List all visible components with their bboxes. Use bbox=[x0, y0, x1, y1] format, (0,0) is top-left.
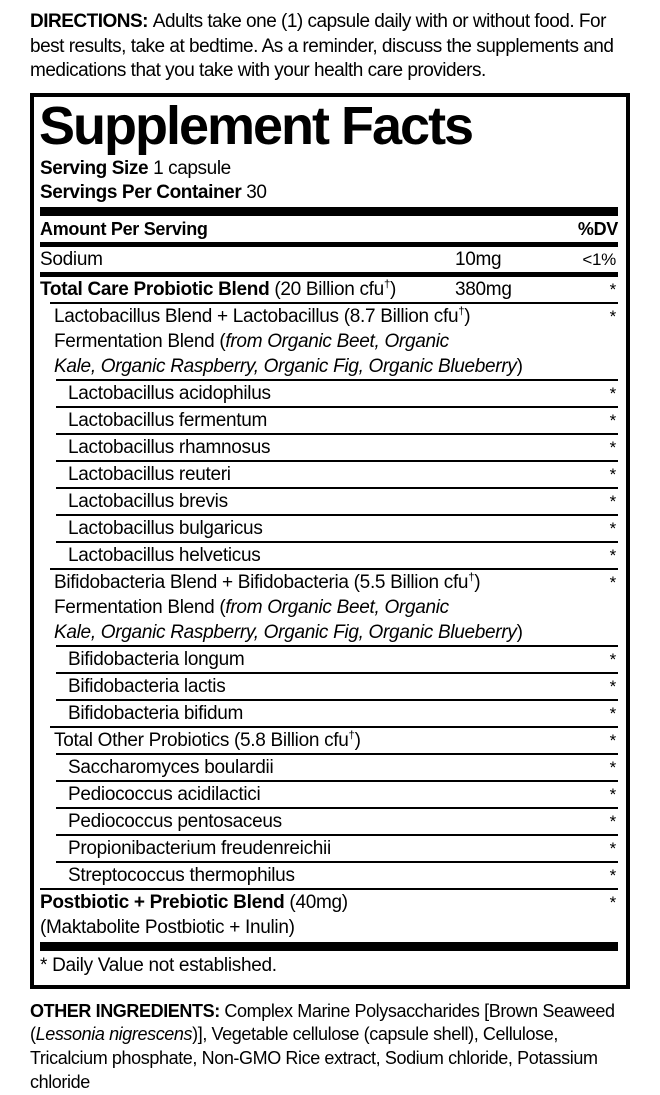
ingredient-name bbox=[56, 516, 618, 541]
dv-value: * bbox=[609, 784, 616, 804]
dv-value: <1% bbox=[582, 249, 616, 269]
ingredient-name bbox=[56, 674, 618, 699]
directions-label: DIRECTIONS: bbox=[30, 11, 153, 32]
text-segment: Bifidobacteria longum bbox=[68, 648, 245, 670]
text-segment: Lactobacillus helveticus bbox=[68, 544, 261, 566]
ingredient-continuation-line bbox=[50, 354, 618, 379]
ingredient-row bbox=[56, 672, 618, 699]
dv-value: * bbox=[609, 491, 616, 511]
text-segment: Lactobacillus fermentum bbox=[68, 409, 268, 431]
text-segment: Propionibacterium freudenreichii bbox=[68, 837, 331, 859]
directions-paragraph bbox=[30, 10, 630, 84]
ingredient-row bbox=[50, 568, 618, 645]
supplement-facts-panel bbox=[30, 93, 630, 988]
ingredient-row bbox=[56, 487, 618, 514]
amount-value: 380mg bbox=[455, 278, 512, 300]
ingredient-name bbox=[56, 489, 618, 514]
serving-size-value: 1 capsule bbox=[153, 158, 231, 180]
ingredient-name bbox=[56, 647, 618, 672]
text-segment: Fermentation Blend ( bbox=[54, 596, 226, 618]
dv-value: * bbox=[609, 838, 616, 858]
text-segment: Bifidobacteria bifidum bbox=[68, 702, 244, 724]
ingredient-name bbox=[56, 408, 618, 433]
serving-size-line bbox=[40, 157, 618, 180]
ingredient-name bbox=[56, 863, 618, 888]
text-segment: Lactobacillus bulgaricus bbox=[68, 517, 263, 539]
text-segment: Lactobacillus reuteri bbox=[68, 463, 231, 485]
text-segment: Pediococcus acidilactici bbox=[68, 783, 261, 805]
text-segment: from Organic Beet, Organic bbox=[225, 330, 449, 352]
dv-value: * bbox=[609, 437, 616, 457]
dv-value: * bbox=[609, 410, 616, 430]
ingredient-name bbox=[56, 782, 618, 807]
text-segment: Total Other Probiotics (5.8 Billion cfu†) bbox=[54, 729, 361, 751]
amount-per-serving-label: Amount Per Serving bbox=[40, 218, 208, 239]
dv-value: * bbox=[609, 811, 616, 831]
text-segment: Kale, Organic Raspberry, Organic Fig, Organic Blueberry bbox=[54, 621, 517, 643]
ingredient-name bbox=[56, 381, 618, 406]
ingredient-continuation-line bbox=[50, 329, 618, 354]
ingredient-continuation-line bbox=[50, 595, 618, 620]
ingredient-row bbox=[56, 406, 618, 433]
text-segment: Fermentation Blend ( bbox=[54, 330, 226, 352]
text-segment: from Organic Beet, Organic bbox=[225, 596, 449, 618]
text-segment: Lactobacillus brevis bbox=[68, 490, 228, 512]
text-segment: Complex Marine Polysaccharides [Brown Seaweed ( bbox=[30, 1000, 615, 1045]
ingredient-name bbox=[50, 728, 618, 753]
ingredient-row bbox=[56, 433, 618, 460]
ingredient-row bbox=[50, 726, 618, 753]
text-segment: Bifidobacteria Blend + Bifidobacteria (5.5 Billion cfu†) bbox=[54, 571, 481, 593]
other-ingredients-paragraph bbox=[30, 1000, 632, 1095]
dv-value: * bbox=[609, 892, 616, 912]
text-segment: ) bbox=[516, 621, 523, 643]
dv-value: * bbox=[609, 676, 616, 696]
text-segment: Total Care Probiotic Blend bbox=[40, 278, 270, 300]
ingredient-row bbox=[56, 645, 618, 672]
text-segment: Lessonia nigrescens bbox=[35, 1024, 193, 1045]
text-segment: (40mg) bbox=[284, 891, 348, 913]
dv-value: * bbox=[609, 383, 616, 403]
ingredient-name bbox=[56, 836, 618, 861]
ingredient-name bbox=[56, 435, 618, 460]
divider-thick-bottom bbox=[40, 942, 618, 951]
dv-footnote: * Daily Value not established. bbox=[40, 954, 277, 976]
ingredient-row bbox=[40, 242, 618, 272]
text-segment: Lactobacillus rhamnosus bbox=[68, 436, 271, 458]
ingredient-row bbox=[56, 834, 618, 861]
panel-rows bbox=[40, 242, 618, 940]
ingredient-row bbox=[56, 460, 618, 487]
text-segment: Streptococcus thermophilus bbox=[68, 864, 295, 886]
text-segment: (Maktabolite Postbiotic + Inulin) bbox=[40, 916, 295, 938]
dagger-mark: † bbox=[383, 278, 390, 291]
dv-value: * bbox=[609, 730, 616, 750]
text-segment: Sodium bbox=[40, 248, 103, 270]
servings-per-container-line bbox=[40, 181, 618, 204]
ingredient-name bbox=[56, 809, 618, 834]
dv-value: * bbox=[609, 649, 616, 669]
dv-value: * bbox=[609, 279, 616, 299]
dagger-mark: † bbox=[458, 305, 465, 318]
ingredient-row bbox=[56, 780, 618, 807]
dv-value: * bbox=[609, 703, 616, 723]
ingredient-continuation-line bbox=[50, 620, 618, 645]
ingredient-row bbox=[40, 888, 618, 940]
ingredient-name bbox=[50, 304, 618, 329]
text-segment: Bifidobacteria lactis bbox=[68, 675, 226, 697]
dv-value: * bbox=[609, 464, 616, 484]
dv-header-label: %DV bbox=[577, 218, 618, 239]
servings-per-container-label: Servings Per Container bbox=[40, 181, 247, 203]
serving-size-label: Serving Size bbox=[40, 158, 154, 180]
text-segment: Lactobacillus acidophilus bbox=[68, 382, 271, 404]
ingredient-continuation-line bbox=[40, 915, 618, 940]
dagger-mark: † bbox=[468, 571, 475, 584]
dv-value: * bbox=[609, 865, 616, 885]
ingredient-name bbox=[50, 570, 618, 595]
dv-value: * bbox=[609, 757, 616, 777]
ingredient-row bbox=[56, 807, 618, 834]
panel-title: Supplement Facts bbox=[39, 96, 473, 157]
ingredient-name bbox=[56, 701, 618, 726]
text-segment: Kale, Organic Raspberry, Organic Fig, Organic Blueberry bbox=[54, 355, 517, 377]
ingredient-row bbox=[40, 272, 618, 302]
divider-thick-top bbox=[40, 207, 618, 216]
dv-value: * bbox=[609, 306, 616, 326]
dv-value: * bbox=[609, 545, 616, 565]
ingredient-name bbox=[56, 543, 618, 568]
amount-per-serving-header bbox=[40, 216, 618, 242]
text-segment: Saccharomyces boulardii bbox=[68, 756, 274, 778]
amount-value: 10mg bbox=[455, 248, 502, 270]
directions-text: Adults take one (1) capsule daily with or without food. For best results, take at bedtime. As a reminder, discuss the supplements and medications that you take with your health care providers. bbox=[30, 11, 614, 82]
other-ingredients-label: OTHER INGREDIENTS: bbox=[30, 1000, 220, 1021]
ingredient-name bbox=[40, 277, 618, 302]
ingredient-name bbox=[56, 462, 618, 487]
text-segment: )], Vegetable cellulose (capsule shell), Cellulose, Tricalcium phosphate, Non-GMO Rice extract, Sodium chloride, Potassium chloride bbox=[30, 1024, 598, 1092]
dagger-mark: † bbox=[348, 729, 355, 742]
text-segment: ) bbox=[516, 355, 523, 377]
ingredient-name bbox=[56, 755, 618, 780]
text-segment: (20 Billion cfu†) bbox=[269, 278, 397, 300]
ingredient-row bbox=[56, 753, 618, 780]
dv-value: * bbox=[609, 572, 616, 592]
text-segment: Postbiotic + Prebiotic Blend bbox=[40, 891, 285, 913]
ingredient-row bbox=[56, 541, 618, 568]
text-segment: Pediococcus pentosaceus bbox=[68, 810, 282, 832]
ingredient-name bbox=[40, 247, 618, 272]
ingredient-name bbox=[40, 890, 618, 915]
ingredient-row bbox=[56, 379, 618, 406]
ingredient-row bbox=[56, 514, 618, 541]
ingredient-row bbox=[56, 699, 618, 726]
text-segment: Lactobacillus Blend + Lactobacillus (8.7 Billion cfu†) bbox=[54, 305, 471, 327]
dv-value: * bbox=[609, 518, 616, 538]
servings-per-container-value: 30 bbox=[246, 181, 267, 203]
ingredient-row bbox=[56, 861, 618, 888]
ingredient-row bbox=[50, 302, 618, 379]
